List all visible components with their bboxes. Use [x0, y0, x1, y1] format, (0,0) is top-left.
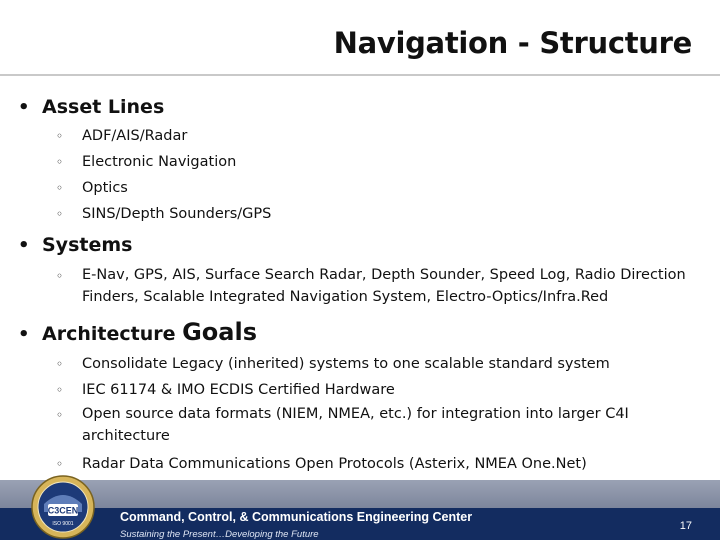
sub-bullet-marker: ◦	[56, 383, 64, 397]
list-item-text: ADF/AIS/Radar	[82, 128, 188, 144]
logo-seal-icon	[30, 474, 96, 540]
sub-bullet-marker: ◦	[56, 129, 64, 143]
sub-bullet-marker: ◦	[56, 408, 64, 422]
list-item-text: IEC 61174 & IMO ECDIS Certified Hardware	[82, 382, 395, 398]
slide-header	[0, 0, 720, 74]
bullet-marker: •	[18, 324, 30, 345]
sub-bullet-marker: ◦	[56, 181, 64, 195]
list-item-text: Electronic Navigation	[82, 154, 237, 170]
c3cen-logo	[30, 474, 96, 540]
sub-bullet-marker: ◦	[56, 207, 64, 221]
page-number: 17	[679, 520, 692, 532]
section-architecture-goals	[18, 318, 257, 346]
section-systems	[18, 234, 132, 256]
bullet-marker: •	[18, 235, 30, 256]
footer-tagline: Sustaining the Present…Developing the Future	[120, 529, 319, 540]
list-item-text: Optics	[82, 180, 128, 196]
logo-subtext: ISO 9001	[52, 521, 74, 527]
slide-footer	[0, 480, 720, 540]
section-heading-emphasis: Goals	[182, 318, 258, 346]
section-heading: Systems	[42, 234, 133, 256]
sub-bullet-marker: ◦	[56, 357, 64, 371]
section-heading: Asset Lines	[42, 96, 165, 118]
footer-organization: Command, Control, & Communications Engineering Center	[120, 510, 473, 524]
sub-bullet-marker: ◦	[56, 269, 64, 283]
slide-title: Navigation - Structure	[333, 26, 692, 60]
list-item-text: SINS/Depth Sounders/GPS	[82, 206, 272, 222]
sub-bullet-marker: ◦	[56, 457, 64, 471]
section-heading: Architecture	[42, 323, 176, 345]
section-asset-lines	[18, 96, 164, 118]
list-item-text: E-Nav, GPS, AIS, Surface Search Radar, Depth Sounder, Speed Log, Radio Direction Finders, Scalable Integrated Navigation System, Electro-Optics/Infra.Red	[82, 267, 686, 305]
list-item-text: Open source data formats (NIEM, NMEA, etc.) for integration into larger C4I architecture	[82, 406, 629, 444]
bullet-marker: •	[18, 97, 30, 118]
list-item-text: Consolidate Legacy (inherited) systems to one scalable standard system	[82, 356, 610, 372]
sub-bullet-marker: ◦	[56, 155, 64, 169]
logo-text: C3CEN	[47, 505, 79, 516]
title-divider	[0, 74, 720, 76]
list-item-text: Radar Data Communications Open Protocols (Asterix, NMEA One.Net)	[82, 456, 587, 472]
